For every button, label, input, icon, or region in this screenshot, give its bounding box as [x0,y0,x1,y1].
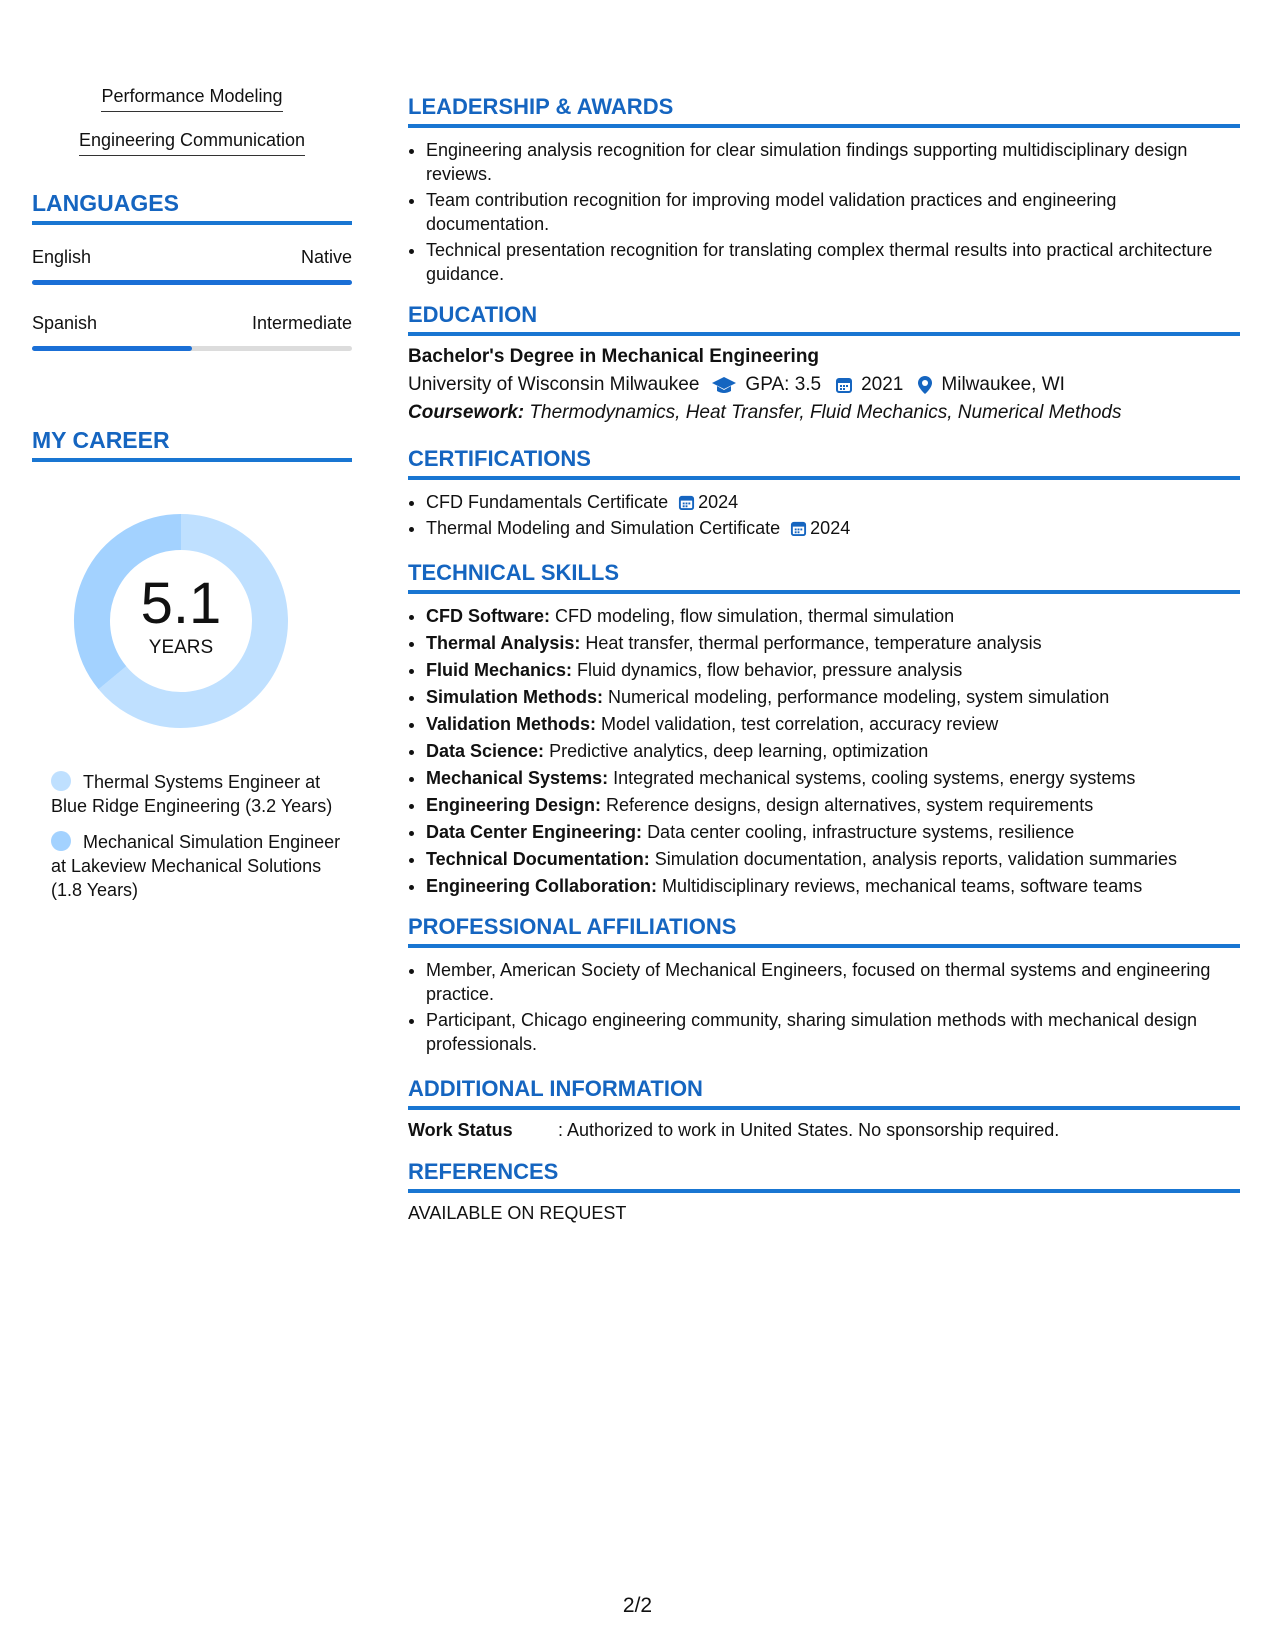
skill-item [426,658,1240,682]
language-level: Intermediate [251,313,352,333]
references-text: AVAILABLE ON REQUEST [408,1203,627,1223]
coursework [408,402,1240,424]
calendar-icon [835,376,853,394]
skill-label: Validation Methods: [426,714,597,734]
skill-item [426,631,1240,655]
career-item [51,770,341,818]
certifications-section [408,446,1240,540]
skills-section [408,560,1240,898]
section-heading: ADDITIONAL INFORMATION [408,1076,1240,1110]
language-name: English [32,247,92,267]
graduation-cap-icon [711,375,737,395]
gpa: GPA: 3.5 [745,374,822,395]
language-item [32,247,352,285]
skill-text: CFD modeling, flow simulation, thermal simulation [555,606,955,626]
page-number: 2/2 [622,1594,653,1617]
skill-item [426,874,1240,898]
skill-text: Reference designs, design alternatives, system requirements [606,795,1094,815]
skill-item [426,712,1240,736]
list-item: • Technical presentation recognition for translating complex thermal results into practical architecture guidance. [426,238,1240,286]
section-heading: REFERENCES [408,1159,1240,1193]
skill-item [426,793,1240,817]
language-level: Native [300,247,352,267]
skill-tag: Performance Modeling [101,86,282,112]
list-item: • Member, American Society of Mechanical Engineers, focused on thermal systems and engineering practice. [426,958,1240,1006]
references-section [408,1159,1240,1224]
career-total: 5.1 [140,571,222,636]
coursework-label: Coursework: [408,402,525,423]
right-column [408,94,1240,1240]
skills-list [408,604,1240,898]
degree-title: Bachelor's Degree in Mechanical Engineering [408,346,820,367]
skill-item [426,820,1240,844]
certification-item [426,516,1240,540]
skill-label: Mechanical Systems: [426,768,609,788]
calendar-icon [678,494,695,511]
skill-item [426,685,1240,709]
certification-year: 2024 [810,518,851,538]
skill-item [426,604,1240,628]
leadership-section [408,94,1240,286]
skill-label: Fluid Mechanics: [426,660,573,680]
skill-label: Thermal Analysis: [426,633,581,653]
language-name: Spanish [32,313,98,333]
skill-text: Data center cooling, infrastructure systems, resilience [647,822,1075,842]
career-unit: YEARS [148,637,214,658]
left-column [32,86,352,914]
career-dot [51,831,71,851]
skill-label: Simulation Methods: [426,687,603,707]
list-item: • Engineering analysis recognition for clear simulation findings supporting multidisciplinary design reviews. [426,138,1240,186]
language-bar-fill [32,280,352,285]
skill-item [426,739,1240,763]
section-heading: EDUCATION [408,302,1240,336]
additional-section [408,1076,1240,1141]
career-item-text: Mechanical Simulation Engineer at Lakeview Mechanical Solutions (1.8 Years) [51,832,341,900]
skill-label: Engineering Collaboration: [426,876,658,896]
career-item-text: Thermal Systems Engineer at Blue Ridge Engineering (3.2 Years) [51,772,333,816]
skill-item [426,766,1240,790]
career-heading: MY CAREER [32,427,352,462]
skill-text: Fluid dynamics, flow behavior, pressure analysis [577,660,963,680]
section-heading: CERTIFICATIONS [408,446,1240,480]
languages-heading: LANGUAGES [32,190,352,225]
skill-text: Multidisciplinary reviews, mechanical teams, software teams [662,876,1143,896]
skill-label: Data Science: [426,741,545,761]
skill-item [426,847,1240,871]
school-name: University of Wisconsin Milwaukee [408,374,700,395]
section-heading: LEADERSHIP & AWARDS [408,94,1240,128]
coursework-list: Thermodynamics, Heat Transfer, Fluid Mechanics, Numerical Methods [529,402,1122,423]
skill-text: Simulation documentation, analysis reports, validation summaries [654,849,1177,869]
certification-name: Thermal Modeling and Simulation Certificate [426,518,781,538]
career-list [51,770,341,902]
career-item [51,830,341,902]
work-status-value: : Authorized to work in United States. No sponsorship required. [558,1120,1060,1140]
calendar-icon [790,520,807,537]
skill-text: Integrated mechanical systems, cooling systems, energy systems [613,768,1136,788]
skill-label: Technical Documentation: [426,849,650,869]
language-bar [32,346,352,351]
location-pin-icon [917,375,933,395]
skill-label: Engineering Design: [426,795,602,815]
skill-label: CFD Software: [426,606,551,626]
skill-tag: Engineering Communication [79,130,305,156]
skill-text: Heat transfer, thermal performance, temperature analysis [585,633,1042,653]
skill-label: Data Center Engineering: [426,822,643,842]
skill-text: Numerical modeling, performance modeling, system simulation [608,687,1110,707]
language-item [32,313,352,351]
section-heading: PROFESSIONAL AFFILIATIONS [408,914,1240,948]
section-heading: TECHNICAL SKILLS [408,560,1240,594]
affiliations-section [408,914,1240,1056]
language-bar-fill [32,346,192,351]
career-donut [66,506,296,736]
skill-text: Predictive analytics, deep learning, optimization [549,741,929,761]
skill-text: Model validation, test correlation, accuracy review [601,714,999,734]
list-item: • Participant, Chicago engineering community, sharing simulation methods with mechanical design professionals. [426,1008,1240,1056]
certification-year: 2024 [698,492,739,512]
certification-item [426,490,1240,514]
school-location: Milwaukee, WI [941,374,1065,395]
list-item: • Team contribution recognition for improving model validation practices and engineering documentation. [426,188,1240,236]
work-status-label: Work Status [408,1120,513,1140]
education-details [408,374,1240,396]
career-dot [51,771,71,791]
education-section [408,302,1240,424]
certification-name: CFD Fundamentals Certificate [426,492,669,512]
language-bar [32,280,352,285]
graduation-year: 2021 [861,374,904,395]
